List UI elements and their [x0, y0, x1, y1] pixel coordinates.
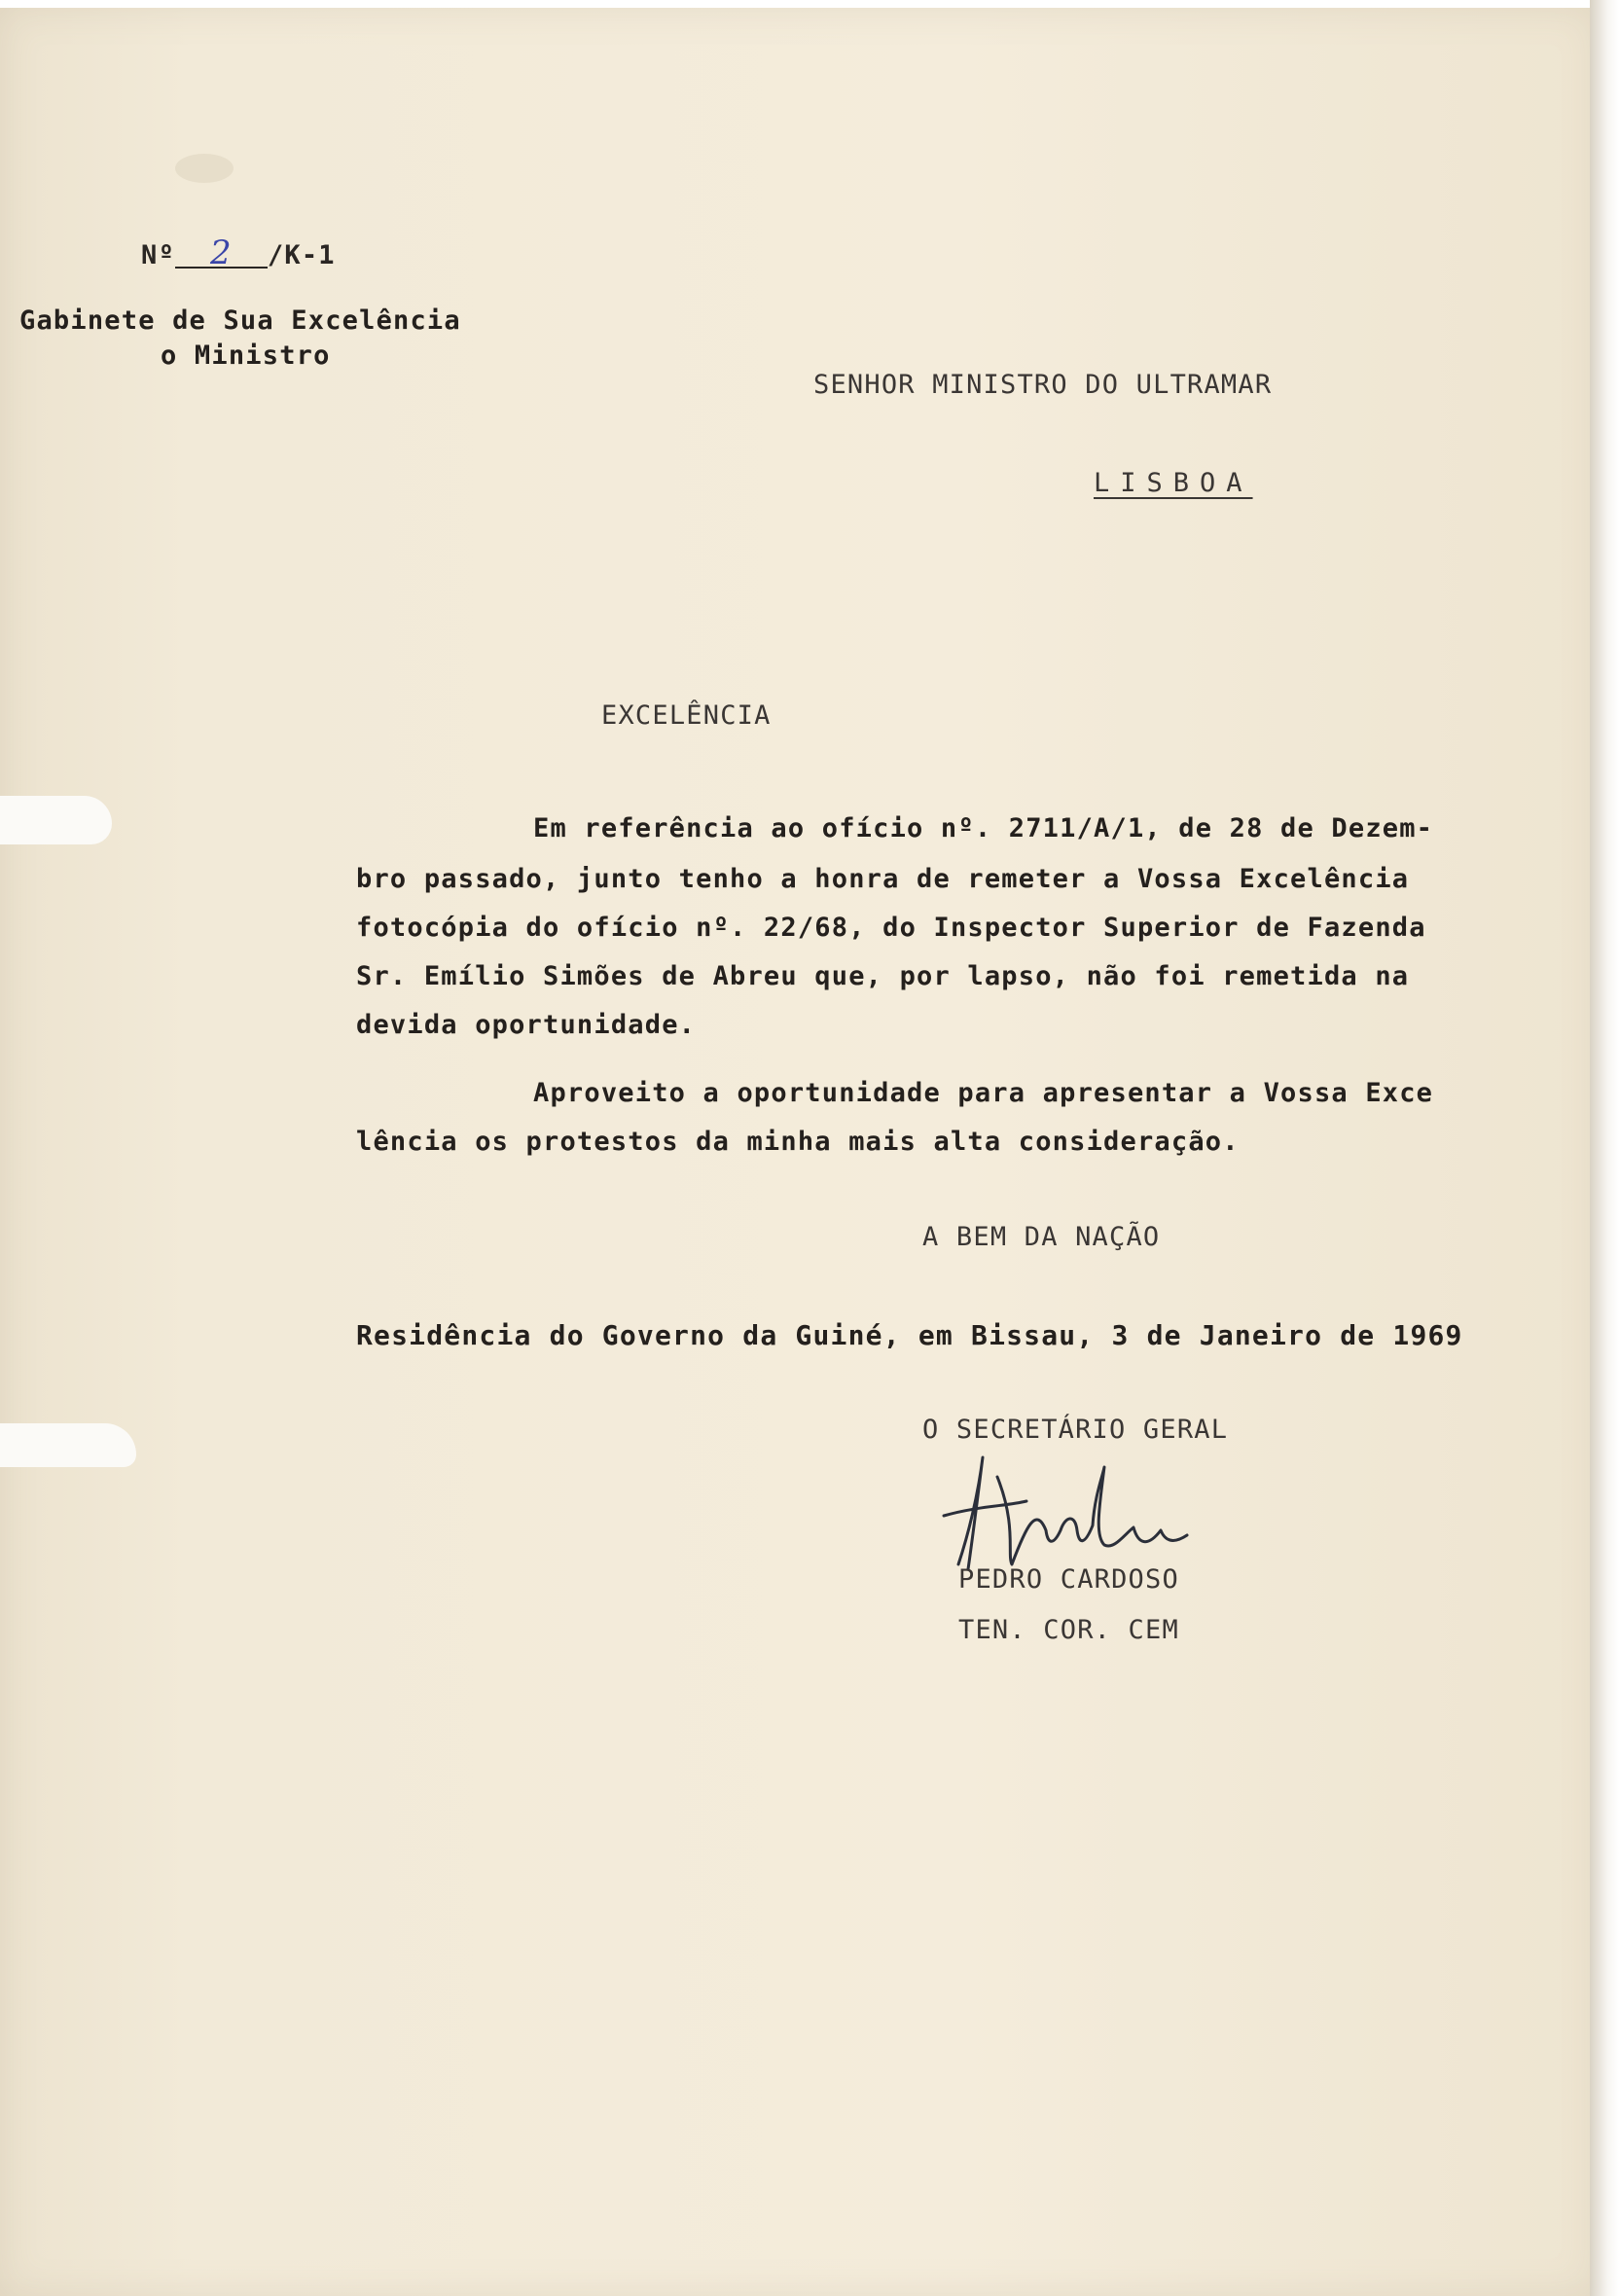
handwritten-signature [939, 1438, 1211, 1574]
reference-suffix: /K-1 [267, 240, 336, 270]
body-line: fotocópia do ofício nº. 22/68, do Inspector Superior de Fazenda [356, 913, 1426, 943]
paper-edge [1590, 0, 1619, 2296]
salutation: EXCELÊNCIA [601, 700, 772, 731]
reference-number [141, 233, 336, 272]
signatory-title: O SECRETÁRIO GERAL [922, 1415, 1229, 1445]
signatory-name: PEDRO CARDOSO [958, 1564, 1179, 1595]
body-line: lência os protestos da minha mais alta consideração. [356, 1127, 1240, 1157]
reference-handwritten-number: 2 [175, 239, 268, 269]
paper-tear-upper [0, 796, 112, 844]
sender-line-1: Gabinete de Sua Excelência [19, 305, 461, 336]
recipient-title: SENHOR MINISTRO DO ULTRAMAR [813, 370, 1273, 400]
recipient-city: LISBOA [1094, 468, 1253, 498]
body-line: bro passado, junto tenho a honra de remeter a Vossa Excelência [356, 864, 1410, 894]
closing-motto: A BEM DA NAÇÃO [922, 1222, 1161, 1252]
reference-prefix: Nº [141, 240, 175, 270]
paper-tear-lower [0, 1423, 136, 1467]
letter-page [0, 8, 1598, 2296]
body-line: Em referência ao ofício nº. 2711/A/1, de 28 de Dezem- [533, 813, 1434, 843]
paper-stain [175, 154, 234, 183]
body-line: devida oportunidade. [356, 1010, 697, 1040]
body-line: Aproveito a oportunidade para apresentar a Vossa Exce [533, 1078, 1434, 1108]
place-and-date: Residência do Governo da Guiné, em Bissau, 3 de Janeiro de 1969 [356, 1319, 1463, 1351]
sender-line-2: o Ministro [161, 341, 331, 371]
signatory-rank: TEN. COR. CEM [958, 1615, 1179, 1645]
body-line: Sr. Emílio Simões de Abreu que, por lapso, não foi remetida na [356, 961, 1410, 991]
